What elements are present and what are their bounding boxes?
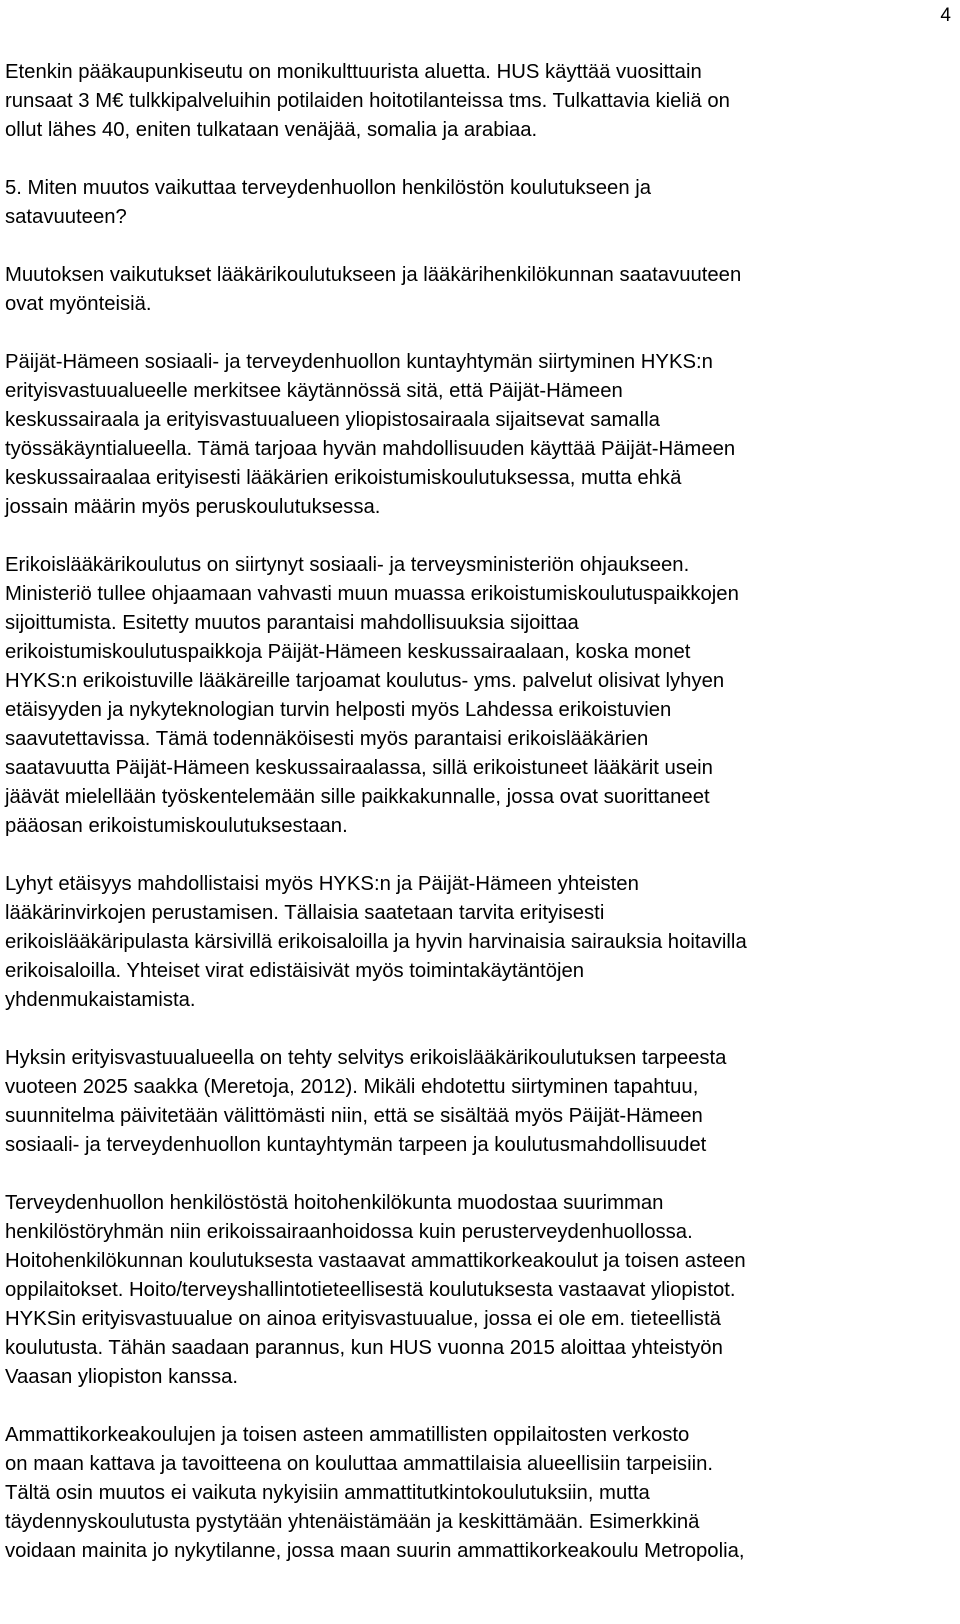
text-line: ovat myönteisiä. xyxy=(5,293,152,315)
text-line: Ammattikorkeakoulujen ja toisen asteen ammatillisten oppilaitosten verkosto xyxy=(5,1424,690,1446)
nursing-staff-paragraph xyxy=(5,1189,940,1392)
text-line: jossain määrin myös peruskoulutuksessa. xyxy=(5,496,381,518)
text-line: jäävät mielellään työskentelemään sille paikkakunnalle, jossa ovat suorittaneet xyxy=(5,786,710,808)
text-line: oppilaitokset. Hoito/terveyshallintotieteellisestä koulutuksesta vastaavat yliopistot. xyxy=(5,1279,736,1301)
text-line: 5. Miten muutos vaikuttaa terveydenhuollon henkilöstön koulutukseen ja xyxy=(5,177,652,199)
specialist-training-paragraph xyxy=(5,551,940,841)
text-line: saavutettavissa. Tämä todennäköisesti myös parantaisi erikoislääkärien xyxy=(5,728,649,750)
text-line: voidaan mainita jo nykytilanne, jossa maan suurin ammattikorkeakoulu Metropolia, xyxy=(5,1540,745,1562)
joint-positions-paragraph xyxy=(5,870,940,1015)
paijat-hame-paragraph xyxy=(5,348,940,522)
text-line: suunnitelma päivitetään välittömästi niin, että se sisältää myös Päijät-Hämeen xyxy=(5,1105,703,1127)
text-line: erikoisaloilla. Yhteiset virat edistäisivät myös toimintakäytäntöjen xyxy=(5,960,585,982)
text-line: Tältä osin muutos ei vaikuta nykyisiin ammattitutkintokoulutuksiin, mutta xyxy=(5,1482,650,1504)
text-line: erikoislääkäripulasta kärsivillä erikoisaloilla ja hyvin harvinaisia sairauksia hoitavilla xyxy=(5,931,747,953)
text-line: Etenkin pääkaupunkiseutu on monikulttuurista aluetta. HUS käyttää vuosittain xyxy=(5,61,702,83)
text-line: ollut lähes 40, eniten tulkataan venäjää, somalia ja arabiaa. xyxy=(5,119,538,141)
text-line: henkilöstöryhmän niin erikoissairaanhoidossa kuin perusterveydenhuollossa. xyxy=(5,1221,693,1243)
text-line: on maan kattava ja tavoitteena on kouluttaa ammattilaisia alueellisiin tarpeisiin. xyxy=(5,1453,713,1475)
text-line: Vaasan yliopiston kanssa. xyxy=(5,1366,238,1388)
text-line: Erikoislääkärikoulutus on siirtynyt sosiaali- ja terveysministeriön ohjaukseen. xyxy=(5,554,690,576)
text-line: erityisvastuualueelle merkitsee käytännössä sitä, että Päijät-Hämeen xyxy=(5,380,623,402)
answer-summary xyxy=(5,261,940,319)
text-line: täydennyskoulutusta pystytään yhtenäistämään ja keskittämään. Esimerkkinä xyxy=(5,1511,700,1533)
text-line: erikoistumiskoulutuspaikkoja Päijät-Hämeen keskussairaalaan, koska monet xyxy=(5,641,691,663)
text-line: keskussairaala ja erityisvastuualueen yliopistosairaala sijaitsevat samalla xyxy=(5,409,660,431)
text-line: Ministeriö tullee ohjaamaan vahvasti muun muassa erikoistumiskoulutuspaikkojen xyxy=(5,583,739,605)
text-line: Päijät-Hämeen sosiaali- ja terveydenhuollon kuntayhtymän siirtyminen HYKS:n xyxy=(5,351,713,373)
text-line: Muutoksen vaikutukset lääkärikoulutukseen ja lääkärihenkilökunnan saatavuuteen xyxy=(5,264,742,286)
text-line: Lyhyt etäisyys mahdollistaisi myös HYKS:n ja Päijät-Hämeen yhteisten xyxy=(5,873,639,895)
hyks-survey-paragraph xyxy=(5,1044,940,1160)
text-line: sosiaali- ja terveydenhuollon kuntayhtymän tarpeen ja koulutusmahdollisuudet xyxy=(5,1134,707,1156)
text-line: Terveydenhuollon henkilöstöstä hoitohenkilökunta muodostaa suurimman xyxy=(5,1192,664,1214)
text-line: satavuuteen? xyxy=(5,206,127,228)
polytechnic-paragraph xyxy=(5,1421,940,1566)
question-heading xyxy=(5,174,940,232)
document-body xyxy=(5,58,940,1595)
text-line: Hoitohenkilökunnan koulutuksesta vastaavat ammattikorkeakoulut ja toisen asteen xyxy=(5,1250,746,1272)
text-line: Hyksin erityisvastuualueella on tehty selvitys erikoislääkärikoulutuksen tarpeesta xyxy=(5,1047,727,1069)
text-line: etäisyyden ja nykyteknologian turvin helposti myös Lahdessa erikoistuvien xyxy=(5,699,672,721)
text-line: HYKS:n erikoistuville lääkäreille tarjoamat koulutus- yms. palvelut olisivat lyhyen xyxy=(5,670,725,692)
text-line: HYKSin erityisvastuualue on ainoa erityisvastuualue, jossa ei ole em. tieteellistä xyxy=(5,1308,721,1330)
text-line: saatavuutta Päijät-Hämeen keskussairaalassa, sillä erikoistuneet lääkärit usein xyxy=(5,757,713,779)
text-line: vuoteen 2025 saakka (Meretoja, 2012). Mikäli ehdotettu siirtyminen tapahtuu, xyxy=(5,1076,699,1098)
text-line: runsaat 3 M€ tulkkipalveluihin potilaiden hoitotilanteissa tms. Tulkattavia kieliä on xyxy=(5,90,730,112)
text-line: koulutusta. Tähän saadaan parannus, kun HUS vuonna 2015 aloittaa yhteistyön xyxy=(5,1337,723,1359)
text-line: sijoittumista. Esitetty muutos parantaisi mahdollisuuksia sijoittaa xyxy=(5,612,579,634)
intro-paragraph xyxy=(5,58,940,145)
text-line: lääkärinvirkojen perustamisen. Tällaisia saatetaan tarvita erityisesti xyxy=(5,902,605,924)
text-line: pääosan erikoistumiskoulutuksestaan. xyxy=(5,815,348,837)
page-number: 4 xyxy=(940,5,951,26)
text-line: työssäkäyntialueella. Tämä tarjoaa hyvän mahdollisuuden käyttää Päijät-Hämeen xyxy=(5,438,736,460)
text-line: keskussairaalaa erityisesti lääkärien erikoistumiskoulutuksessa, mutta ehkä xyxy=(5,467,682,489)
text-line: yhdenmukaistamista. xyxy=(5,989,196,1011)
